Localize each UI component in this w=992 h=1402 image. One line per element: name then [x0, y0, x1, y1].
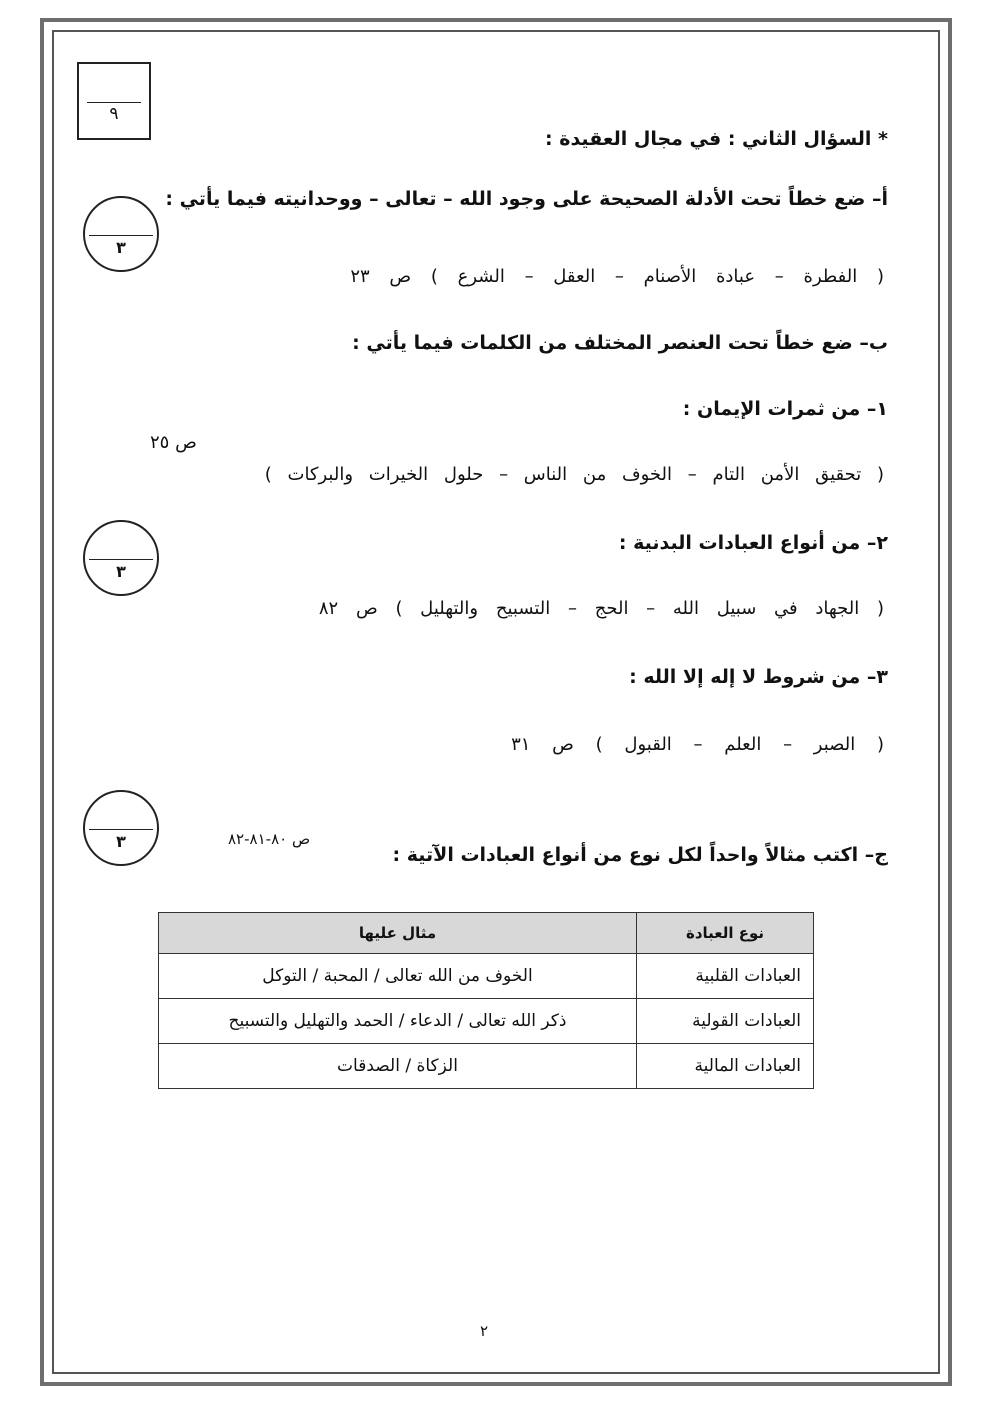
section-b-item-1-label: ١– من ثمرات الإيمان : — [682, 398, 888, 420]
section-b-mark: ٣ — [116, 562, 126, 581]
table-cell-type: العبادات القولية — [637, 999, 814, 1044]
table-header-example: مثال عليها — [159, 913, 637, 954]
table-cell-type: العبادات القلبية — [637, 954, 814, 999]
section-b-prompt: ب– ضع خطاً تحت العنصر المختلف من الكلمات فيما يأتي : — [352, 332, 888, 354]
worship-examples-table — [158, 912, 814, 1089]
table-cell-type: العبادات المالية — [637, 1044, 814, 1089]
section-a-options: ( الفطرة – عبادة الأصنام – العقل – الشرع ) ص ٢٣ — [350, 266, 884, 287]
section-a-prompt: أ– ضع خطاً تحت الأدلة الصحيحة على وجود الله – تعالى – ووحدانيته فيما يأتي : — [165, 188, 888, 210]
section-b-item-1-options: ( تحقيق الأمن التام – الخوف من الناس – حلول الخيرات والبركات ) — [264, 464, 884, 485]
table-cell-example: الخوف من الله تعالى / المحبة / التوكل — [159, 954, 637, 999]
table-cell-example: ذكر الله تعالى / الدعاء / الحمد والتهليل والتسبيح — [159, 999, 637, 1044]
section-b-mark-circle — [83, 520, 159, 596]
table-row — [159, 954, 814, 999]
table-row — [159, 999, 814, 1044]
score-box-value: ٩ — [109, 104, 119, 124]
section-b-item-3-options: ( الصبر – العلم – القبول ) ص ٣١ — [511, 734, 884, 755]
section-b-item-3-label: ٣– من شروط لا إله إلا الله : — [629, 666, 888, 688]
section-c-mark-circle — [83, 790, 159, 866]
section-b-item-2-label: ٢– من أنواع العبادات البدنية : — [618, 532, 888, 554]
table-header-type: نوع العبادة — [637, 913, 814, 954]
section-c-prompt: ج– اكتب مثالاً واحداً لكل نوع من أنواع العبادات الآتية : — [392, 844, 888, 866]
section-a-mark: ٣ — [116, 238, 126, 257]
section-c-page-ref: ص ٨٠-٨١-٨٢ — [228, 830, 311, 848]
score-box — [77, 62, 151, 140]
page-number: ٢ — [480, 1322, 489, 1340]
section-b-item-1-page-ref: ص ٢٥ — [150, 432, 197, 453]
question-title: * السؤال الثاني : في مجال العقيدة : — [545, 128, 888, 150]
section-a-mark-circle — [83, 196, 159, 272]
section-b-item-2-options: ( الجهاد في سبيل الله – الحج – التسبيح والتهليل ) ص ٨٢ — [318, 598, 884, 619]
page-border-inner — [52, 30, 940, 1374]
table-cell-example: الزكاة / الصدقات — [159, 1044, 637, 1089]
table-row — [159, 1044, 814, 1089]
section-c-mark: ٣ — [116, 832, 126, 851]
